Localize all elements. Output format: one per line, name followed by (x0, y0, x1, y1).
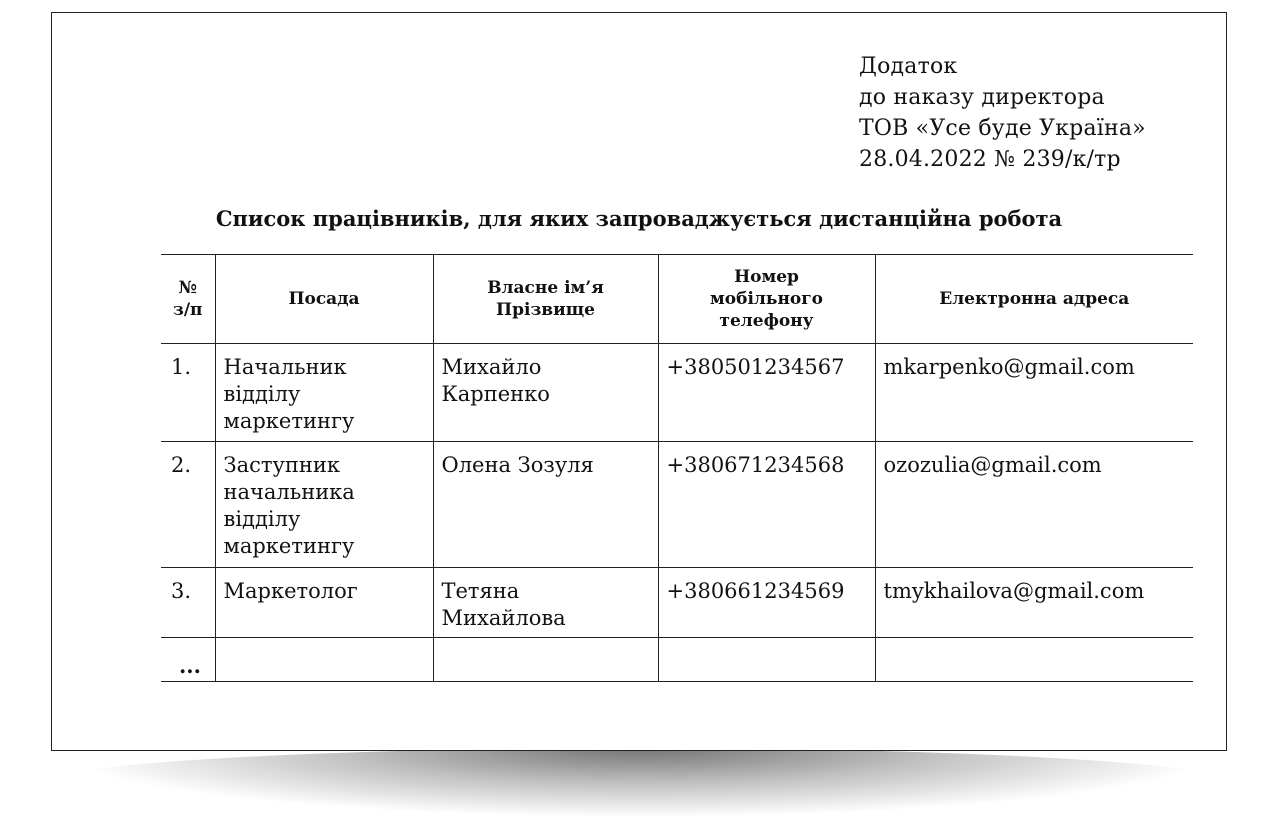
row-position-line: відділу (223, 507, 301, 531)
appendix-block (859, 51, 1146, 175)
row-name (433, 344, 658, 442)
document-page (51, 12, 1227, 751)
table-header-row (161, 255, 1193, 344)
row-position-line: Начальник (223, 355, 347, 379)
row-position-line: Маркетолог (223, 579, 358, 603)
header-phone-line: телефону (719, 311, 814, 331)
header-phone (658, 255, 875, 344)
header-num (161, 255, 215, 344)
employees-table (161, 254, 1193, 682)
row-phone: +380661234569 (658, 568, 875, 638)
row-name-line: Тетяна (441, 579, 520, 603)
row-name-line: Карпенко (441, 382, 550, 406)
row-position-line: начальника (223, 480, 355, 504)
header-num-line: № (178, 278, 197, 298)
header-num-line: з/п (172, 300, 203, 320)
table-row (161, 568, 1193, 638)
row-email: ozozulia@gmail.com (875, 442, 1193, 568)
header-name-line: Власне ім’я (487, 278, 604, 298)
row-name-line: Михайло (441, 355, 542, 379)
empty-cell (658, 638, 875, 682)
row-position-line: відділу (223, 382, 301, 406)
row-name (433, 442, 658, 568)
empty-cell (215, 638, 433, 682)
row-num: 1. (161, 344, 215, 442)
row-phone: +380671234568 (658, 442, 875, 568)
header-name (433, 255, 658, 344)
row-num: 2. (161, 442, 215, 568)
header-phone-line: мобільного (710, 289, 823, 309)
row-position (215, 442, 433, 568)
row-num: 3. (161, 568, 215, 638)
row-position-line: маркетингу (223, 409, 355, 433)
header-phone-line: Номер (734, 267, 799, 287)
row-email: mkarpenko@gmail.com (875, 344, 1193, 442)
table-row-ellipsis (161, 638, 1193, 682)
document-title: Список працівників, для яких запроваджується дистанційна робота (215, 206, 1063, 231)
table-row (161, 344, 1193, 442)
header-name-line: Прізвище (496, 300, 595, 320)
row-position-line: Заступник (223, 453, 340, 477)
appendix-line: 28.04.2022 № 239/к/тр (859, 147, 1121, 172)
appendix-line: Додаток (859, 54, 958, 79)
row-position (215, 344, 433, 442)
appendix-line: до наказу директора (859, 85, 1105, 110)
row-email: tmykhailova@gmail.com (875, 568, 1193, 638)
row-position-line: маркетингу (223, 534, 355, 558)
row-ellipsis: ... (161, 638, 215, 682)
header-email: Електронна адреса (875, 255, 1193, 344)
table-row (161, 442, 1193, 568)
row-name (433, 568, 658, 638)
page-shadow (48, 748, 1232, 818)
row-position (215, 568, 433, 638)
row-phone: +380501234567 (658, 344, 875, 442)
empty-cell (875, 638, 1193, 682)
appendix-line: ТОВ «Усе буде Україна» (859, 116, 1146, 141)
row-name-line: Михайлова (441, 606, 566, 630)
empty-cell (433, 638, 658, 682)
row-name-line: Олена Зозуля (441, 453, 594, 477)
header-position: Посада (215, 255, 433, 344)
